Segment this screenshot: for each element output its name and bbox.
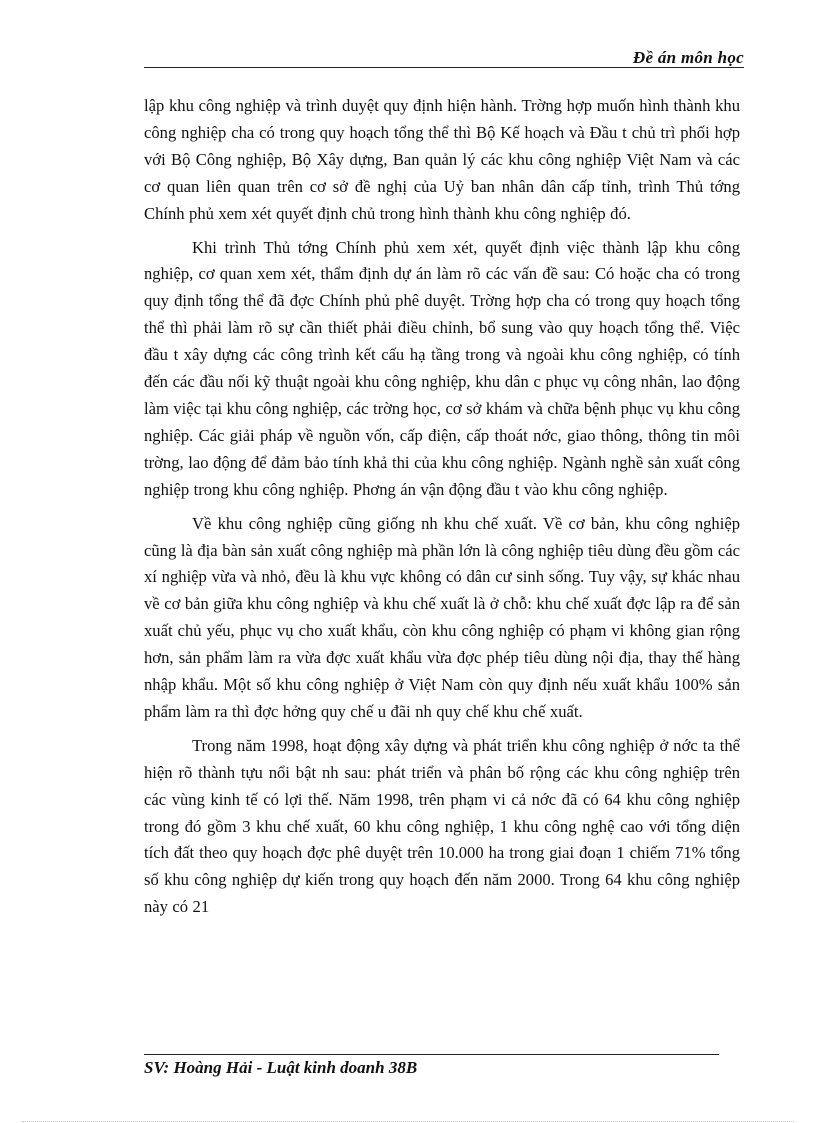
paragraph-review-process: Khi trình Thủ tớng Chính phủ xem xét, quyết định việc thành lập khu công nghiệp, cơ quan xem xét, thẩm định dự án làm rõ các vấn đề sau: Có hoặc cha có trong quy định tổng thể đã đợc Chính phủ phê duyệt. Trờng hợp cha có trong quy hoạch tổng thể thì phải làm rõ sự cần thiết phải điều chỉnh, bổ sung vào quy hoạch tổng thể. Việc đầu t xây dựng các công trình kết cấu hạ tầng trong và ngoài khu công nghiệp, có tính đến các đầu nối kỹ thuật ngoài khu công nghiệp, khu dân c phục vụ công nhân, lao động làm việc tại khu công nghiệp, các trờng học, cơ sở khám và chữa bệnh phục vụ khu công nghiệp. Các giải pháp về nguồn vốn, cấp điện, cấp thoát nớc, giao thông, thông tin môi trờng, lao động để đảm bảo tính khả thi của khu công nghiệp. Ngành nghề sản xuất công nghiệp trong khu công nghiệp. Phơng án vận động đầu t vào khu công nghiệp.: [144, 237, 740, 499]
header-divider: [144, 67, 744, 68]
page-header-title: Đề án môn học: [632, 48, 744, 67]
paragraph-continuation: lập khu công nghiệp và trình duyệt quy định hiện hành. Trờng hợp muốn hình thành khu công nghiệp cha có trong quy hoạch tổng thể thì Bộ Kế hoạch và Đầu t chủ trì phối hợp với Bộ Công nghiệp, Bộ Xây dựng, Ban quản lý các khu công nghiệp Việt Nam và các cơ quan liên quan trên cơ sở đề nghị của Uỷ ban nhân dân cấp tỉnh, trình Thủ tớng Chính phủ xem xét quyết định chủ trong hình thành khu công nghiệp đó.: [144, 96, 740, 223]
paragraph-1998-achievements: Trong năm 1998, hoạt động xây dựng và phát triển khu công nghiệp ở nớc ta thể hiện rõ thành tựu nổi bật nh sau: phát triển và phân bố rộng các khu công nghiệp trên các vùng kinh tế có lợi thế. Năm 1998, trên phạm vi cả nớc đã có 64 khu công nghiệp trong đó gồm 3 khu chế xuất, 60 khu công nghiệp, 1 khu công nghệ cao với tổng diện tích đất theo quy hoạch đợc phê duyệt trên 10.000 ha trong giai đoạn 1 chiếm 71% tổng số khu công nghiệp dự kiến trong quy hoạch đến năm 2000. Trong 64 khu công nghiệp này có 21: [144, 735, 740, 917]
page-footer-author: SV: Hoàng Hải - Luật kinh doanh 38B: [144, 1058, 418, 1077]
page-bottom-border: [22, 1121, 794, 1122]
footer-divider: [144, 1054, 719, 1055]
document-body: [144, 93, 740, 928]
paragraph-comparison: Về khu công nghiệp cũng giống nh khu chế xuất. Về cơ bản, khu công nghiệp cũng là địa bàn sản xuất công nghiệp mà phần lớn là công nghiệp tiêu dùng đều gồm các xí nghiệp vừa và nhỏ, đều là khu vực không có dân cư sinh sống. Tuy vậy, sự khác nhau về cơ bản giữa khu công nghiệp và khu chế xuất là ở chỗ: khu chế xuất đợc lập ra để sản xuất chủ yếu, phục vụ cho xuất khẩu, còn khu công nghiệp có phạm vi không gian rộng hơn, sản phẩm làm ra vừa đợc xuất khẩu vừa đợc phép tiêu dùng nội địa, thay thế hàng nhập khẩu. Một số khu công nghiệp ở Việt Nam còn quy định nếu xuất khẩu 100% sản phẩm làm ra thì đợc hởng quy chế u đãi nh quy chế khu chế xuất.: [144, 513, 740, 721]
